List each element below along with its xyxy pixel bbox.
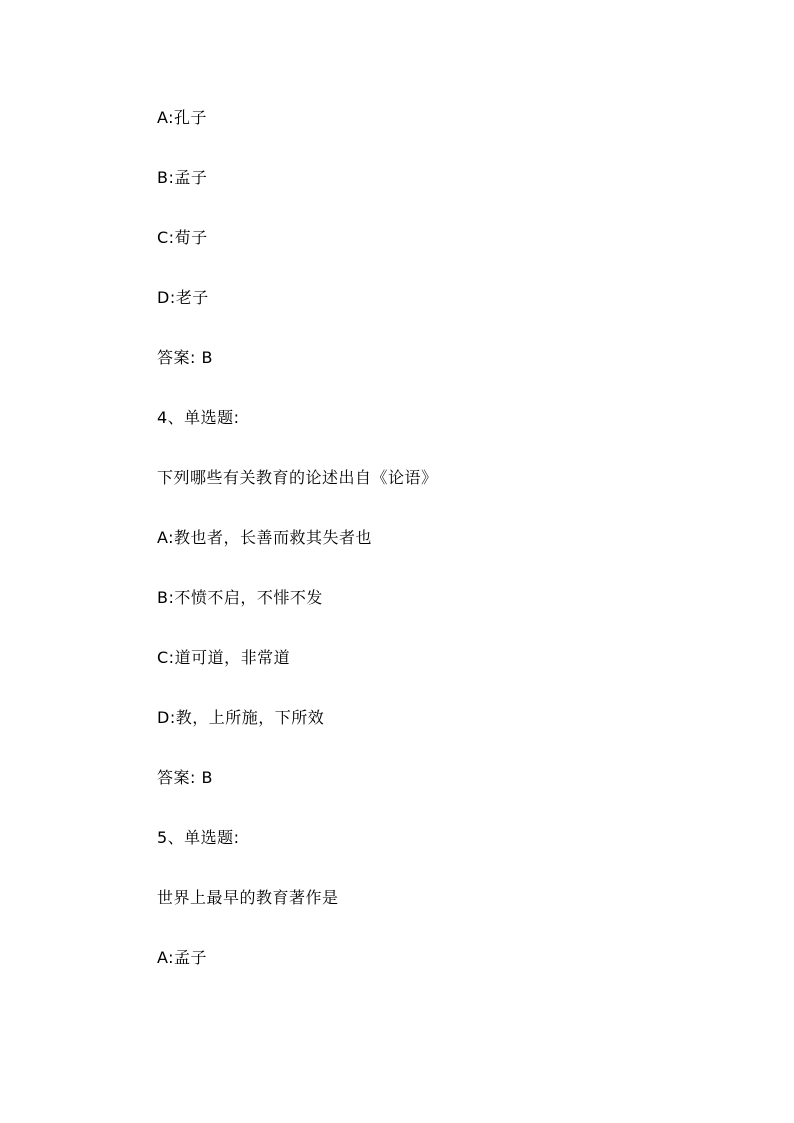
q5-header: 5、单选题: bbox=[157, 828, 240, 847]
q3-option-a: A:孔子 bbox=[157, 108, 208, 127]
q4-option-a: A:教也者，长善而救其失者也 bbox=[157, 528, 373, 547]
q4-option-d: D:教，上所施，下所效 bbox=[157, 708, 325, 727]
q4-header: 4、单选题: bbox=[157, 408, 240, 427]
q5-option-a: A:孟子 bbox=[157, 948, 208, 967]
q3-option-d: D:老子 bbox=[157, 288, 209, 307]
q4-question: 下列哪些有关教育的论述出自《论语》 bbox=[157, 468, 438, 487]
q4-answer: 答案: B bbox=[157, 768, 213, 787]
q5-question: 世界上最早的教育著作是 bbox=[157, 888, 339, 907]
q3-option-b: B:孟子 bbox=[157, 168, 208, 187]
q4-option-c: C:道可道，非常道 bbox=[157, 648, 291, 667]
q4-option-b: B:不愤不启，不悱不发 bbox=[157, 588, 323, 607]
q3-answer: 答案: B bbox=[157, 348, 213, 367]
q3-option-c: C:荀子 bbox=[157, 228, 208, 247]
